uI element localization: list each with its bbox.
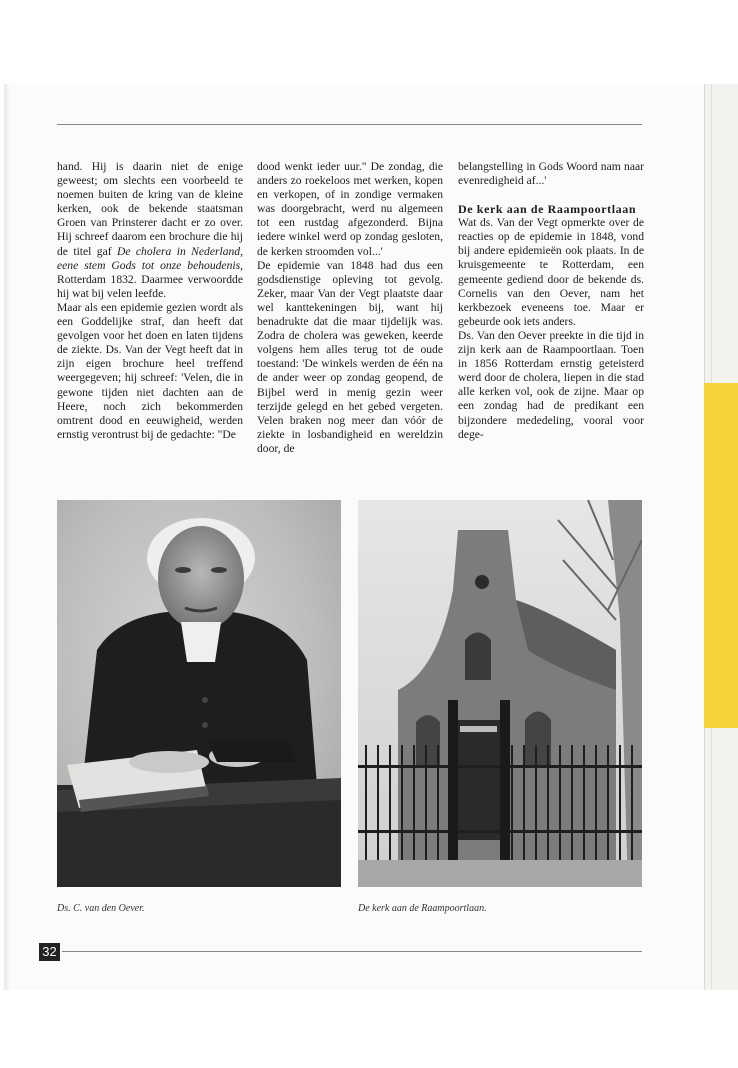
paragraph: Wat ds. Van der Vegt opmerkte over de reacties op de epidemie in 1848, vond bij andere epidemieën ook plaats. In de kruisgemeente te Rotterdam, een gemeente gediend door de bekende ds. Cornelis van den Oever, nam het kerkbezoek eveneens toe. Maar er gebeurde ook iets anders. <box>458 216 644 328</box>
church-caption: De kerk aan de Raampoortlaan. <box>358 903 487 914</box>
portrait-photo <box>57 500 341 887</box>
bottom-rule <box>62 951 642 952</box>
paragraph: Ds. Van den Oever preekte in die tijd in zijn kerk aan de Raampoortlaan. Toen in 1856 Rotterdam ernstig geteisterd werd door de cholera, liepen in die stad alle kerken vol, ook de zijne. Maar op een zondag had de predikant een bijzondere mededeling, vooral voor dege- <box>458 328 644 441</box>
text-column-3 <box>458 160 644 442</box>
paragraph: belangstelling in Gods Woord nam naar evenredigheid af...' <box>458 160 644 188</box>
text-column-1 <box>57 160 243 442</box>
paragraph: De epidemie van 1848 had dus een godsdienstige opleving tot gevolg. Zeker, maar Van der Vegt plaatste daar wel kanttekeningen bij, want hij benadrukte dat die maar tijdelijk was. Zodra de cholera was geweken, keerde volgens hem alles terug tot de oude toestand: 'De winkels werden de één na de ander weer op zondag geopend, de Bijbel werd in menig gezin weer terzijde gelegd en het gebed vergeten. Velen braken nog meer dan vóór de ziekte in losbandigheid en wereldzin door, de <box>257 258 443 455</box>
section-heading: De kerk aan de Raampoortlaan <box>458 202 637 217</box>
paragraph: dood wenkt ieder uur." De zondag, die anders zo roekeloos met werken, kopen en verkopen, of in zondige vermaken was doorgebracht, werd nu algemeen tot een rustdag afgezonderd. Bijna iedere winkel werd op zondag gesloten, de kerken stroomden vol...' <box>257 160 443 258</box>
top-rule <box>57 124 642 125</box>
portrait-caption: Ds. C. van den Oever. <box>57 903 145 914</box>
church-photo <box>358 500 642 887</box>
yellow-section-tab <box>704 383 738 728</box>
binding-shadow <box>4 84 10 990</box>
page-number: 32 <box>39 943 60 961</box>
paragraph: hand. Hij is daarin niet de enige geweest; om slechts een voorbeeld te noemen buiten de kring van de kleine kerken, ook de bekende staatsman Groen van Prinsterer dacht er zo over. Hij schreef daarom een brochure die hij de titel gaf De cholera in Nederland, eene stem Gods tot onze behoudenis, Rotterdam 1832. Daarmee verwoordde hij wat bij velen leefde. <box>57 160 243 300</box>
paragraph: Maar als een epidemie gezien wordt als een Goddelijke straf, dan heeft dat gevolgen voor het doen en laten tijdens de ziekte. Ds. Van der Vegt heeft dat in zijn eigen brochure heel treffend weergegeven; hij schreef: 'Velen, die in gewone tijden niet dachten aan de Heere, noch zich bekommerden omtrent dood en eeuwigheid, werden ernstig verontrust bij de gedachte: "De <box>57 300 243 441</box>
text-column-2 <box>257 160 443 456</box>
